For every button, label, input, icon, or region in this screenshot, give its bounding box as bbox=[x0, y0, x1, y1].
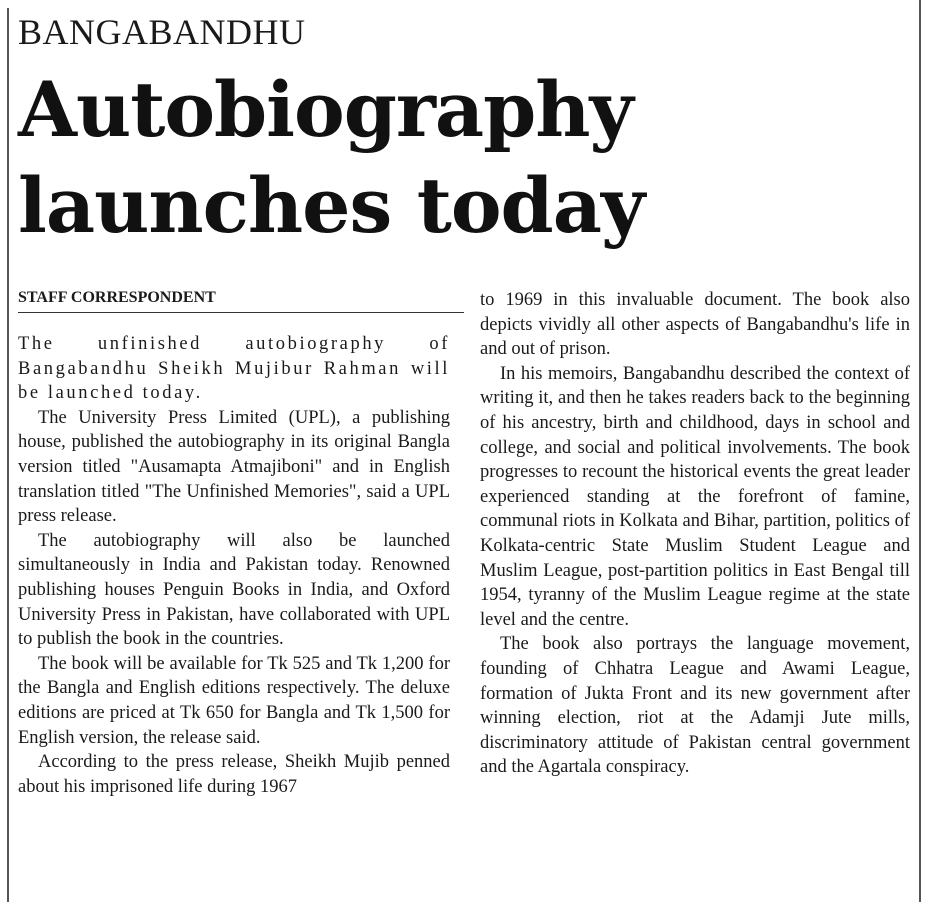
article-column-left bbox=[18, 332, 450, 799]
paragraph: The unfinished autobiography of Bangabandhu Sheikh Mujibur Rahman will be launched today. bbox=[18, 334, 450, 404]
left-column-rule bbox=[7, 8, 9, 902]
right-column-rule bbox=[919, 0, 921, 902]
paragraph: The book will be available for Tk 525 and Tk 1,200 for the Bangla and English editions respectively. The deluxe editions are priced at Tk 650 for Bangla and Tk 1,500 for English version, the release said. bbox=[18, 653, 450, 748]
kicker: BANGABANDHU bbox=[18, 12, 306, 52]
article-column-right bbox=[480, 288, 910, 780]
headline-line-1: Autobiography bbox=[18, 65, 633, 154]
headline-line-2: launches today bbox=[18, 161, 645, 250]
paragraph: In his memoirs, Bangabandhu described the context of writing it, and then he takes readers back to the beginning of his ancestry, birth and childhood, days in school and college, and social and political involvements. The book progresses to recount the historical events the great leader experienced standing at the forefront of famine, communal riots in Kolkata and Bihar, partition, politics of Kolkata-centric State Muslim Student League and Muslim League, post-partition politics in East Bengal till 1954, tyranny of the Muslim League regime at the state level and the centre. bbox=[480, 363, 910, 630]
paragraph: According to the press release, Sheikh Mujib penned about his imprisoned life during 1967 bbox=[18, 752, 450, 797]
paragraph: The University Press Limited (UPL), a publishing house, published the autobiography in its original Bangla version titled "Ausamapta Atmajiboni" and in English translation titled "The Unfinished Memories", said a UPL press release. bbox=[18, 407, 450, 527]
paragraph: to 1969 in this invaluable document. The book also depicts vividly all other aspects of Bangabandhu's life in and out of prison. bbox=[480, 290, 910, 360]
byline: STAFF CORRESPONDENT bbox=[18, 288, 464, 313]
paragraph: The autobiography will also be launched simultaneously in India and Pakistan today. Renowned publishing houses Penguin Books in India, and Oxford University Press in Pakistan, have collaborated with UPL to publish the book in the countries. bbox=[18, 530, 450, 650]
paragraph: The book also portrays the language movement, founding of Chhatra League and Awami League, formation of Jukta Front and its new government after winning election, riot at the Adamji Jute mills, discriminatory attitude of Pakistan central government and the Agartala conspiracy. bbox=[480, 634, 910, 778]
headline bbox=[18, 62, 908, 254]
